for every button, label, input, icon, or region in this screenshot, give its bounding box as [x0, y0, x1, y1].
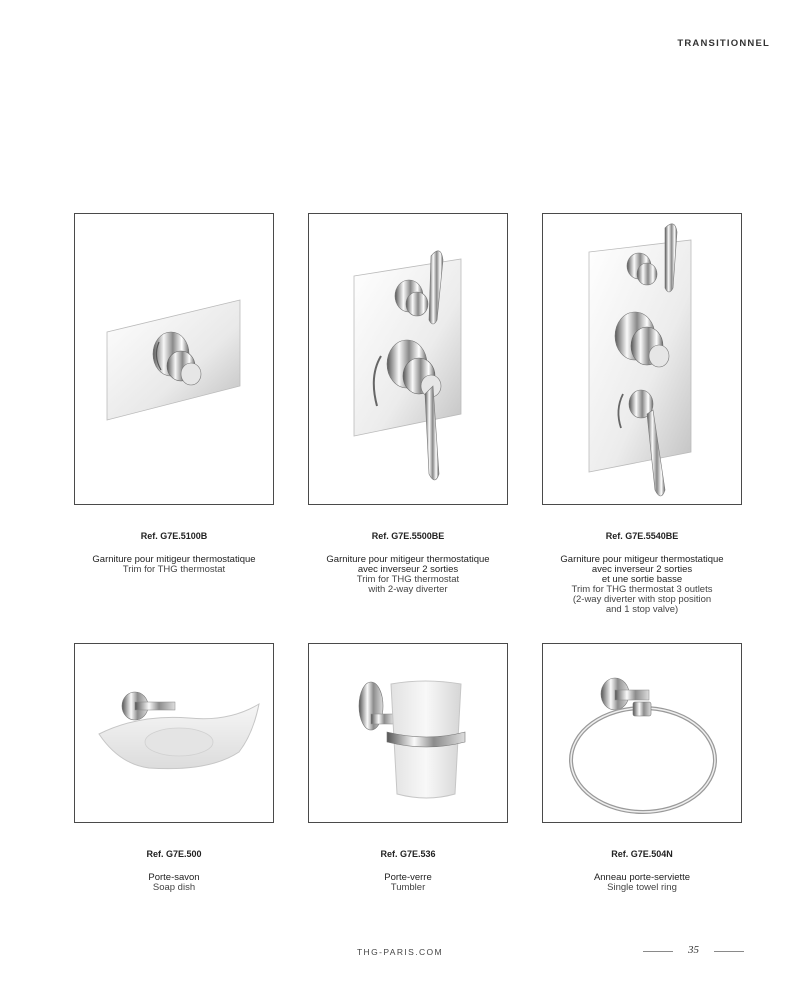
description-en: (2-way diverter with stop position	[572, 594, 712, 605]
product-caption	[54, 531, 294, 575]
product-image-frame	[308, 213, 508, 505]
description-fr: Anneau porte-serviette	[593, 872, 691, 883]
product-ref: Ref. G7E.5540BE	[605, 531, 679, 541]
thermostat-3-outlet-trim-image	[543, 214, 741, 504]
product-ref: Ref. G7E.536	[380, 849, 436, 859]
product-ref: Ref. G7E.5100B	[140, 531, 208, 541]
product-ref: Ref. G7E.504N	[611, 849, 673, 859]
towel-ring-image	[543, 644, 741, 822]
description-fr: Garniture pour mitigeur thermostatique	[560, 554, 724, 565]
description-fr: Garniture pour mitigeur thermostatique	[92, 554, 256, 565]
description-en: and 1 stop valve)	[605, 604, 679, 615]
description-fr: et une sortie basse	[601, 574, 683, 585]
thermostat-diverter-trim-image	[309, 214, 507, 504]
description-fr: Garniture pour mitigeur thermostatique	[326, 554, 490, 565]
description-fr: Porte-verre	[384, 872, 432, 883]
product-caption	[288, 849, 528, 893]
section-label: TRANSITIONNEL	[677, 38, 770, 49]
description-en: Trim for THG thermostat 3 outlets	[571, 584, 713, 595]
description-en: Tumbler	[390, 882, 426, 893]
soap-dish-image	[75, 644, 273, 822]
page-number: 35	[688, 944, 699, 956]
description-en: Trim for THG thermostat	[356, 574, 460, 585]
description-fr: avec inverseur 2 sorties	[591, 564, 693, 575]
product-caption	[54, 849, 294, 893]
description-en: Trim for THG thermostat	[122, 564, 226, 575]
thermostat-trim-image	[75, 214, 273, 504]
product-caption	[522, 849, 762, 893]
product-image-frame	[542, 213, 742, 505]
product-image-frame	[74, 213, 274, 505]
product-ref: Ref. G7E.500	[146, 849, 202, 859]
tumbler-image	[309, 644, 507, 822]
description-en: with 2-way diverter	[368, 584, 448, 595]
description-en: Single towel ring	[607, 882, 677, 893]
product-image-frame	[542, 643, 742, 823]
description-fr: avec inverseur 2 sorties	[357, 564, 459, 575]
product-ref: Ref. G7E.5500BE	[371, 531, 445, 541]
page-number-rule-right	[714, 951, 744, 952]
description-en: Soap dish	[152, 882, 196, 893]
page-number-rule-left	[643, 951, 673, 952]
product-caption	[522, 531, 762, 615]
product-caption	[288, 531, 528, 595]
product-image-frame	[74, 643, 274, 823]
website-link[interactable]: THG-PARIS.COM	[356, 947, 444, 957]
product-image-frame	[308, 643, 508, 823]
description-fr: Porte-savon	[148, 872, 200, 883]
